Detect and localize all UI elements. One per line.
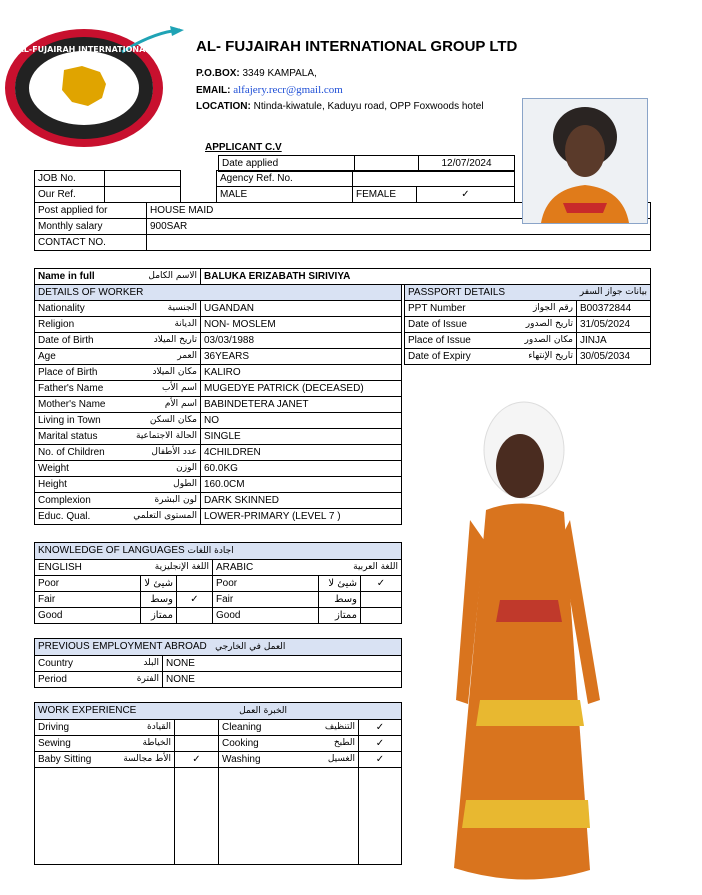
lang-level-en: Fair (213, 592, 319, 608)
worker-label-ar: الطول (173, 479, 197, 489)
name-label: Name in full (38, 271, 95, 282)
skill-label (219, 752, 359, 768)
worker-label-ar: العمر (177, 351, 197, 361)
company-contact (196, 66, 484, 115)
skill-check (175, 720, 219, 736)
our-ref-value (105, 187, 181, 203)
worker-value: SINGLE (201, 429, 402, 445)
passport-label (405, 301, 577, 317)
worker-label (35, 445, 201, 461)
languages-table (34, 542, 402, 624)
worker-label (35, 429, 201, 445)
job-no-value (105, 171, 181, 187)
name-value: BALUKA ERIZABATH SIRIVIYA (201, 269, 651, 285)
worker-label-en: No. of Children (38, 447, 105, 458)
worker-label-en: Religion (38, 319, 75, 330)
employment-value: NONE (163, 656, 402, 672)
skill-check: ✓ (359, 752, 402, 768)
name-table (34, 268, 651, 285)
worker-label-en: Marital status (38, 431, 98, 442)
email-label: EMAIL: (196, 85, 231, 96)
arabic-check: ✓ (361, 576, 402, 592)
employment-title: PREVIOUS EMPLOYMENT ABROAD (38, 641, 207, 652)
worker-value: 60.0KG (201, 461, 402, 477)
worker-label (35, 477, 201, 493)
passport-value: B00372844 (577, 301, 651, 317)
contact-value (147, 235, 651, 251)
skill-label (219, 720, 359, 736)
lang-level-ar: وسط (319, 592, 361, 608)
passport-label-ar: تاريخ الصدور (525, 319, 573, 329)
passport-label (405, 333, 577, 349)
worker-label-ar: مكان الميلاد (152, 367, 197, 377)
pobox-label: P.O.BOX: (196, 68, 240, 79)
cv-title: APPLICANT C.V (205, 142, 282, 153)
skill-label (35, 752, 175, 768)
employment-label-ar: الفترة (136, 674, 159, 684)
lang-level-ar: ممتاز (141, 608, 177, 624)
employment-label (35, 672, 163, 688)
worker-label-ar: اسم الأب (162, 383, 197, 393)
applicant-full-photo (440, 400, 650, 890)
worker-value: BABINDETERA JANET (201, 397, 402, 413)
date-applied-value: 12/07/2024 (419, 156, 515, 172)
worker-label-en: Father's Name (38, 383, 104, 394)
worker-label (35, 333, 201, 349)
female-label: FEMALE (353, 187, 417, 203)
experience-table (34, 702, 402, 865)
lang-level-en: Good (213, 608, 319, 624)
employment-label-en: Period (38, 674, 67, 685)
arabic-header-ar: اللغة العربية (353, 562, 398, 572)
worker-label-ar: مكان السكن (149, 415, 197, 425)
worker-label-en: Date of Birth (38, 335, 94, 346)
worker-label-ar: عدد الأطفال (151, 447, 197, 457)
lang-level-en: Poor (213, 576, 319, 592)
worker-value: 4CHILDREN (201, 445, 402, 461)
worker-value: NO (201, 413, 402, 429)
svg-text:AL-FUJAIRAH INTERNATIONAL: AL-FUJAIRAH INTERNATIONAL (17, 45, 151, 54)
worker-value: 160.0CM (201, 477, 402, 493)
worker-label-ar: تاريخ الميلاد (153, 335, 197, 345)
skill-label-en: Driving (38, 722, 70, 733)
skill-check (175, 736, 219, 752)
worker-label (35, 509, 201, 525)
passport-label-en: Place of Issue (408, 335, 471, 346)
worker-label-en: Educ. Qual. (38, 511, 91, 522)
lang-level-ar: وسط (141, 592, 177, 608)
lang-level-en: Fair (35, 592, 141, 608)
passport-value: 30/05/2034 (577, 349, 651, 365)
worker-value: 36YEARS (201, 349, 402, 365)
lang-level-en: Good (35, 608, 141, 624)
worker-value: DARK SKINNED (201, 493, 402, 509)
worker-value: UGANDAN (201, 301, 402, 317)
salary-label: Monthly salary (35, 219, 147, 235)
male-label: MALE (217, 187, 353, 203)
worker-label-en: Complexion (38, 495, 91, 506)
our-ref-label: Our Ref. (35, 187, 105, 203)
skill-label (35, 720, 175, 736)
english-header-ar: اللغة الإنجليزية (154, 562, 209, 572)
worker-label (35, 461, 201, 477)
pobox-value: 3349 KAMPALA, (242, 68, 317, 79)
passport-label-en: Date of Expiry (408, 351, 471, 362)
applicant-headshot (522, 98, 648, 224)
worker-label-ar: اسم الأم (164, 399, 197, 409)
passport-label-ar: تاريخ الإنتهاء (528, 351, 573, 361)
skill-label-en: Cooking (222, 738, 259, 749)
english-check (177, 608, 213, 624)
job-no-label: JOB No. (35, 171, 105, 187)
worker-label-en: Age (38, 351, 56, 362)
arabic-check (361, 592, 402, 608)
employment-title-ar: العمل في الخارجي (215, 642, 286, 652)
lang-level-ar: شيئ لا (141, 576, 177, 592)
worker-value: LOWER-PRIMARY (LEVEL 7 ) (201, 509, 402, 525)
worker-label (35, 301, 201, 317)
worker-label (35, 493, 201, 509)
reference-table (34, 170, 515, 203)
arabic-check (361, 608, 402, 624)
company-logo (4, 22, 190, 150)
worker-table (34, 284, 402, 525)
skill-label-ar: الطبخ (333, 738, 355, 748)
worker-label-ar: الديانة (174, 319, 197, 329)
skill-label-en: Cleaning (222, 722, 262, 733)
location-value: Ntinda-kiwatule, Kaduyu road, OPP Foxwoods hotel (253, 101, 484, 112)
skill-label-en: Sewing (38, 738, 71, 749)
skill-check: ✓ (359, 736, 402, 752)
worker-label (35, 397, 201, 413)
worker-label-en: Height (38, 479, 67, 490)
lang-level-ar: شيئ لا (319, 576, 361, 592)
skill-label (35, 736, 175, 752)
worker-value: KALIRO (201, 365, 402, 381)
salary-value: 900SAR (147, 219, 651, 235)
worker-title: DETAILS OF WORKER (35, 285, 402, 301)
skill-label-ar: الغسيل (327, 754, 355, 764)
skill-label-en: Washing (222, 754, 261, 765)
skill-label-ar: الأط مجالسة (123, 754, 171, 764)
skill-check: ✓ (175, 752, 219, 768)
passport-value: JINJA (577, 333, 651, 349)
skill-label-ar: القيادة (147, 722, 171, 732)
worker-label-ar: الجنسية (167, 303, 197, 313)
languages-title: KNOWLEDGE OF LANGUAGES (38, 545, 185, 556)
lang-level-en: Poor (35, 576, 141, 592)
english-header: ENGLISH (38, 562, 82, 573)
employment-label-ar: البلد (143, 658, 159, 668)
contact-label: CONTACT NO. (35, 235, 147, 251)
worker-label (35, 317, 201, 333)
worker-label-ar: لون البشرة (154, 495, 197, 505)
name-label-ar: الاسم الكامل (148, 271, 197, 281)
worker-label (35, 381, 201, 397)
passport-label-ar: مكان الصدور (524, 335, 573, 345)
date-applied-label: Date applied (219, 156, 355, 172)
worker-label-en: Place of Birth (38, 367, 98, 378)
employment-table (34, 638, 402, 688)
experience-title-ar: الخبرة العمل (239, 706, 288, 716)
skill-label (219, 736, 359, 752)
worker-label-ar: المستوى التعلمي (133, 511, 197, 521)
english-check (177, 576, 213, 592)
english-check: ✓ (177, 592, 213, 608)
location-label: LOCATION: (196, 101, 251, 112)
skill-label-ar: الخياطة (142, 738, 171, 748)
experience-title: WORK EXPERIENCE (38, 705, 137, 716)
employment-label (35, 656, 163, 672)
female-check: ✓ (417, 187, 515, 203)
worker-label-en: Living in Town (38, 415, 101, 426)
post-value: HOUSE MAID (147, 203, 651, 219)
passport-label-en: Date of Issue (408, 319, 467, 330)
passport-label (405, 349, 577, 365)
passport-table (404, 284, 651, 365)
worker-label (35, 349, 201, 365)
worker-label-en: Nationality (38, 303, 85, 314)
passport-label-en: PPT Number (408, 303, 466, 314)
agency-ref-label: Agency Ref. No. (217, 171, 353, 187)
employment-value: NONE (163, 672, 402, 688)
languages-title-ar: اجادة اللغات (187, 546, 234, 556)
worker-value: MUGEDYE PATRICK (DECEASED) (201, 381, 402, 397)
worker-value: 03/03/1988 (201, 333, 402, 349)
passport-label-ar: رقم الجواز (532, 303, 573, 313)
worker-label-ar: الوزن (176, 463, 197, 473)
passport-label (405, 317, 577, 333)
worker-label-en: Weight (38, 463, 69, 474)
worker-value: NON- MOSLEM (201, 317, 402, 333)
passport-title: PASSPORT DETAILS (408, 287, 506, 298)
worker-label-en: Mother's Name (38, 399, 106, 410)
skill-check: ✓ (359, 720, 402, 736)
company-name: AL- FUJAIRAH INTERNATIONAL GROUP LTD (196, 38, 518, 55)
arabic-header: ARABIC (216, 562, 254, 573)
skill-label-ar: التنظيف (324, 722, 355, 732)
lang-level-ar: ممتاز (319, 608, 361, 624)
passport-value: 31/05/2024 (577, 317, 651, 333)
employment-label-en: Country (38, 658, 74, 669)
worker-label (35, 365, 201, 381)
email-link[interactable]: alfajery.recr@gmail.com (233, 84, 343, 96)
skill-label-en: Baby Sitting (38, 754, 92, 765)
worker-label-ar: الحالة الاجتماعية (136, 431, 197, 441)
passport-title-ar: بيانات جواز السفر (579, 287, 647, 297)
post-label: Post applied for (35, 203, 147, 219)
agency-ref-value (353, 171, 515, 187)
worker-label (35, 413, 201, 429)
